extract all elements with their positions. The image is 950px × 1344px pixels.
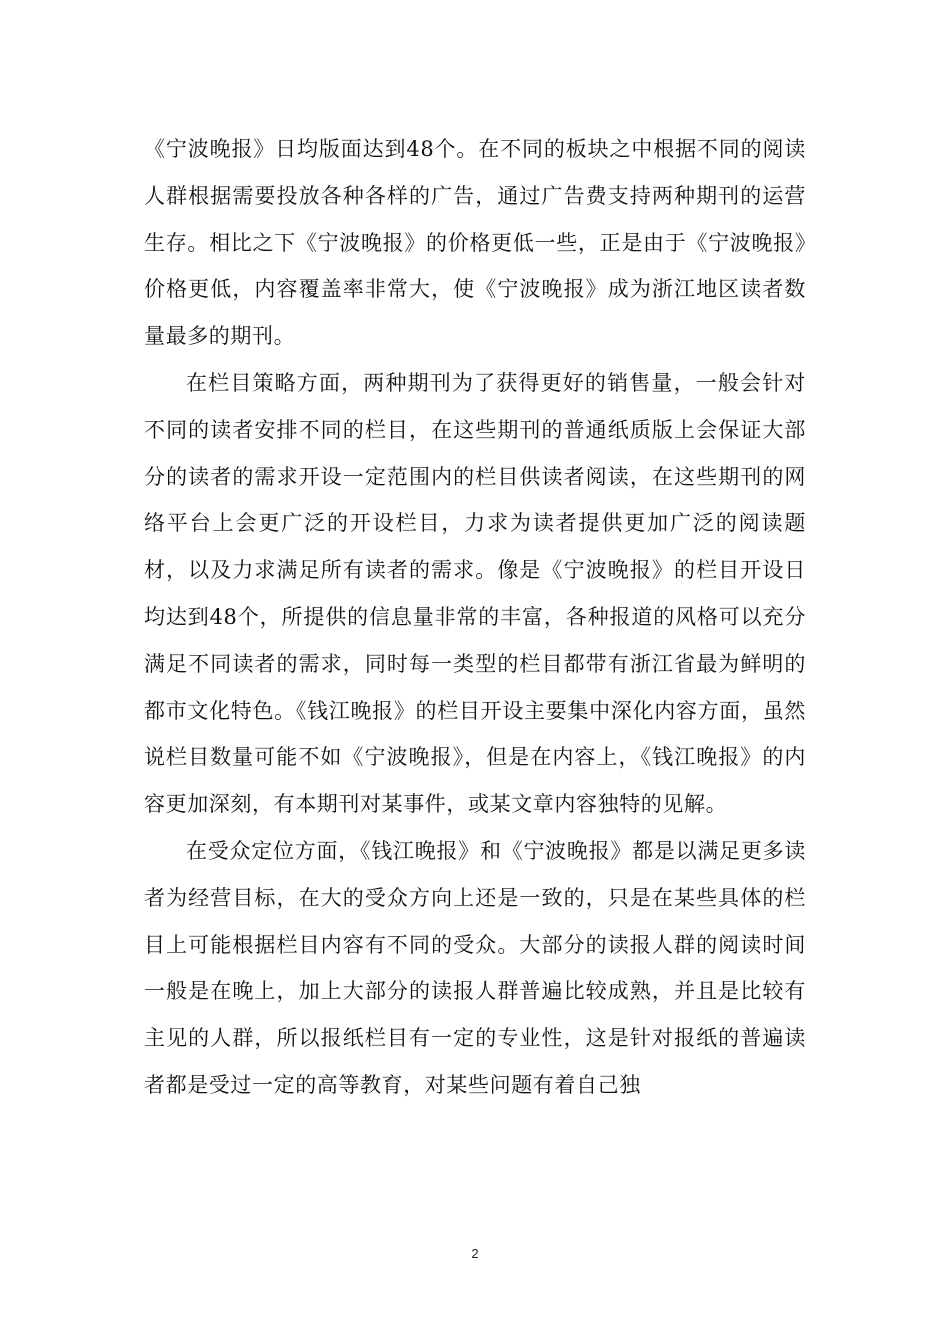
paragraph-3: 在受众定位方面，《钱江晚报》和《宁波晚报》都是以满足更多读者为经营目标，在大的受众方向上还是一致的，只是在某些具体的栏目上可能根据栏目内容有不同的受众。大部分的读报人群的阅读时间一般是在晚上，加上大部分的读报人群普遍比较成熟，并且是比较有主见的人群，所以报纸栏目有一定的专业性，这是针对报纸的普遍读者都是受过一定的高等教育，对某些问题有着自己独	[144, 838, 806, 1097]
paragraph-2: 在栏目策略方面，两种期刊为了获得更好的销售量，一般会针对不同的读者安排不同的栏目，在这些期刊的普通纸质版上会保证大部分的读者的需求开设一定范围内的栏目供读者阅读，在这些期刊的网络平台上会更广泛的开设栏目，力求为读者提供更加广泛的阅读题材，以及力求满足所有读者的需求。像是《宁波晚报》的栏目开设日均达到48个，所提供的信息量非常的丰富，各种报道的风格可以充分满足不同读者的需求，同时每一类型的栏目都带有浙江省最为鲜明的都市文化特色。《钱江晚报》的栏目开设主要集中深化内容方面，虽然说栏目数量可能不如《宁波晚报》，但是在内容上，《钱江晚报》的内容更加深刻，有本期刊对某事件，或某文章内容独特的见解。	[144, 370, 806, 817]
page-number: 2	[471, 1246, 479, 1261]
body-text	[144, 126, 806, 1109]
paragraph-1: 《宁波晚报》日均版面达到48个。在不同的板块之中根据不同的阅读人群根据需要投放各种各样的广告，通过广告费支持两种期刊的运营生存。相比之下《宁波晚报》的价格更低一些，正是由于《宁波晚报》价格更低，内容覆盖率非常大，使《宁波晚报》成为浙江地区读者数量最多的期刊。	[144, 137, 806, 349]
